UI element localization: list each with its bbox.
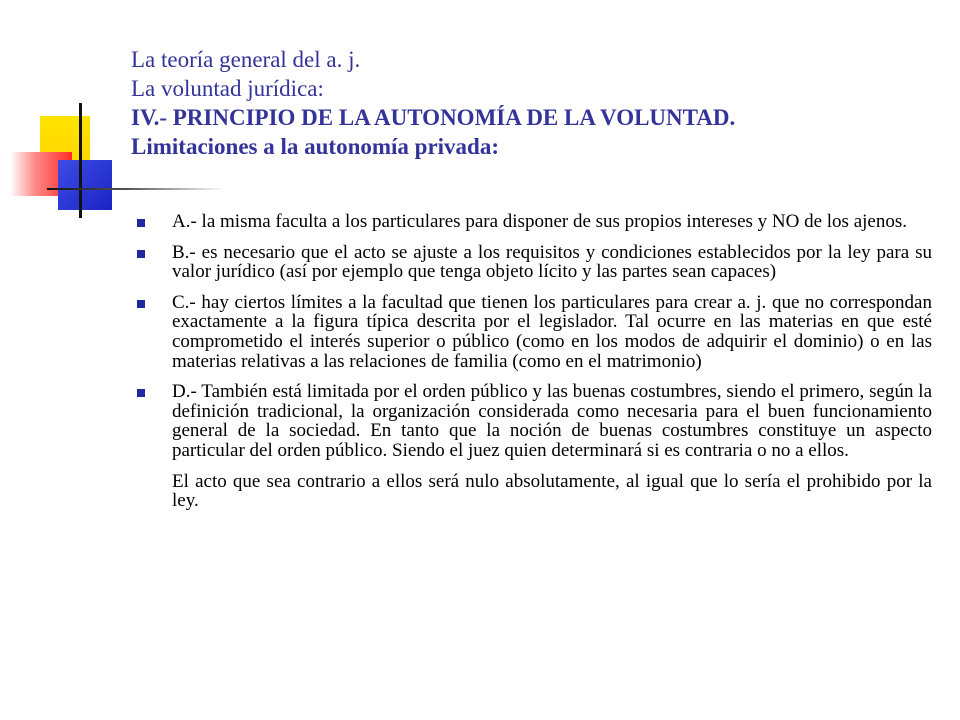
list-item-text: B.- es necesario que el acto se ajuste a los requisitos y condiciones establecidos por la ley para su valor jurídico (así por ejemplo que tenga objeto lícito y las partes sean capaces)	[172, 241, 932, 283]
list-item-text: C.- hay ciertos límites a la facultad que tienen los particulares para crear a. j. que no correspondan exactamente a la figura típica descrita por el legislador. Tal ocurre en las materias en que esté comprometido el interés superior o público (como en los modos de adquirir el dominio) o en las materias relativas a las relaciones de familia (como en el matrimonio)	[172, 291, 932, 372]
square-bullet-icon	[137, 250, 145, 258]
bullet-list	[134, 212, 932, 511]
title-line-4: Limitaciones a la autonomía privada:	[131, 134, 500, 159]
square-bullet-icon	[137, 300, 145, 308]
title-line-1: La teoría general del a. j.	[131, 47, 361, 72]
vertical-rule	[79, 103, 82, 218]
list-item	[134, 212, 932, 232]
list-item-text: D.- También está limitada por el orden público y las buenas costumbres, siendo el primero, según la definición tradicional, la organización considerada como necesaria para el buen funcionamiento general de la sociedad. En tanto que la noción de buenas costumbres constituye un aspecto particular del orden público. Siendo el juez quien determinará si es contraria o no a ellos.	[172, 381, 932, 461]
square-bullet-icon	[137, 389, 145, 397]
slide-title	[131, 45, 931, 161]
list-item	[134, 382, 932, 460]
title-line-3: IV.- PRINCIPIO DE LA AUTONOMÍA DE LA VOLUNTAD.	[131, 105, 736, 130]
square-bullet-icon	[137, 219, 145, 227]
horizontal-rule	[47, 188, 225, 190]
continuation-paragraph: El acto que sea contrario a ellos será nulo absolutamente, al igual que lo sería el prohibido por la ley.	[172, 470, 932, 512]
list-item	[134, 243, 932, 282]
list-item	[134, 293, 932, 371]
list-item-text: A.- la misma faculta a los particulares para disponer de sus propios intereses y NO de los ajenos.	[172, 211, 907, 232]
blue-block	[58, 160, 112, 210]
title-line-2: La voluntad jurídica:	[131, 76, 324, 101]
